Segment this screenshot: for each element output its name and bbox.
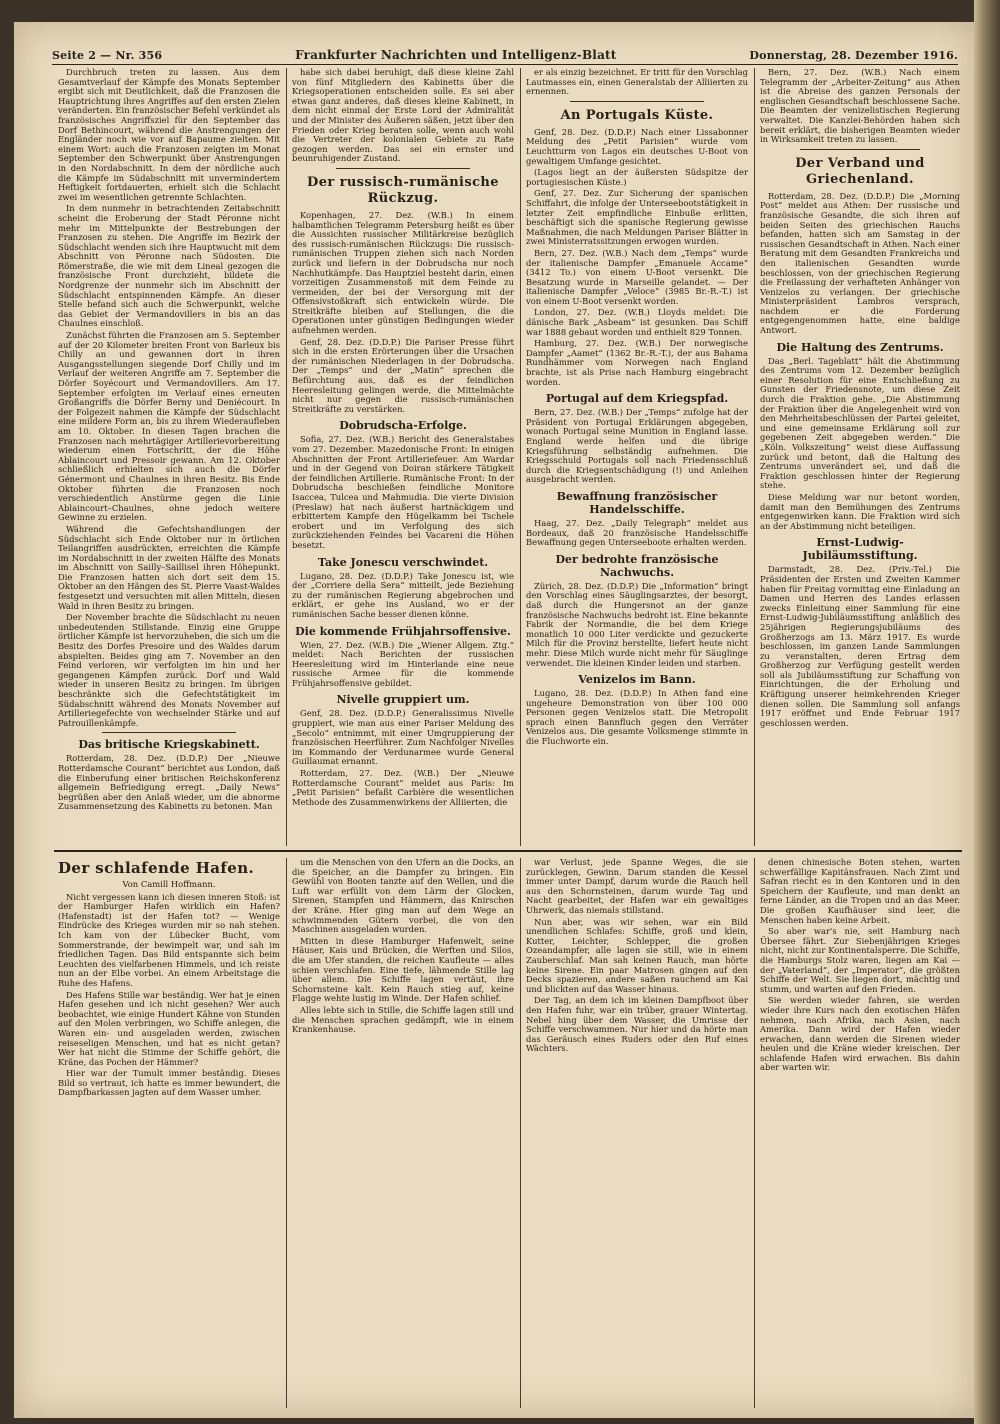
- article-paragraph: Mitten in diese Hamburger Hafenwelt, seine Häuser, Kais und Brücken, die Werften und Silos, die am Ufer standen, die reichen Kaufleute — alles schien verschlafen. Eine tiefe, lähmende Stille lag über allem. Die Schiffe lagen vertäut, ihre Schornsteine kalt. Kein Rauch stieg auf, keine Flagge wehte lustig im Winde. Der Hafen schlief.: [292, 935, 514, 1004]
- article-paragraph: Haag, 27. Dez. „Daily Telegraph“ meldet aus Bordeaux, daß 20 französische Handelsschiffe Bewaffnung gegen Unterseeboote erhalten werden.: [526, 517, 748, 548]
- article-paragraph: Genf, 28. Dez. (D.D.P.) Generalissimus Nivelle gruppiert, wie man aus einer Pariser Meldung des „Secolo“ entnimmt, mit einer Umgruppierung der französischen Heerführer. Zum Nachfolger Nivelles im Kommando der Verdunarmee wurde General Guillaumat ernannt.: [292, 708, 514, 767]
- article-paragraph: Wien, 27. Dez. (W.B.) Die „Wiener Allgem. Ztg.“ meldet: Nach Berichten der russischen Heeresleitung wird im Hinterlande eine neue russische Armee für die kommende Frühjahrsoffensive gebildet.: [292, 639, 514, 688]
- page-number: Seite 2 — Nr. 356: [52, 48, 163, 62]
- article-paragraph: Bern, 27. Dez. (W.B.) Der „Temps“ zufolge hat der Präsident von Portugal Erklärungen abgegeben, wonach Portugal seine Munition in England lasse. England werde helfen und die übrige Kriegsführung selbständig aufnehmen. Die Kriegsschuld Portugals soll nach Friedensschluß durch die Kriegsentschädigung (!) und Anleihen ausgebracht werden.: [526, 407, 748, 485]
- article-paragraph: um die Menschen von den Ufern an die Docks, an die Speicher, an die Dampfer zu bringen. Ein Gewühl von Booten tanzte auf den Wellen, und die Luft war erfüllt von dem Lärm der Glocken, Sirenen, Stampfen und Hämmern, das Knirschen der Kräne. Hier ging man auf dem Wege an schwimmenden Gütern vorbei, die von den Maschinen ausgeladen wurden.: [292, 858, 514, 935]
- divider: [102, 732, 235, 733]
- column-rule: [286, 68, 287, 846]
- article-paragraph: Zunächst führten die Franzosen am 5. September auf der 20 Kilometer breiten Front von Barleux bis Chilly an und gewannen dort in ihren Ausgangsstellungen siegende Dorf Chilly und im Verlauf der weiteren Angriffe am 7. September die Dörfer Soyécourt und Vermandovillers. Am 17. September erfolgten im Verlauf eines erneuten Großangriffs die Dörfer Berny und Deniécourt. In der Folgezeit nahmen die Kämpfe der Südschlacht eine mildere Form an, bis zu ihrem Wiederaufleben am 10. Oktober. In diesen Tagen brachen die Franzosen nach mehrtägiger Artillerievorbereitung wiederum einen Fortschritt, der die Höhe Ablaincourt und Pressoir gewann. Am 12. Oktober schließlich erhielten sich auch die Dörfer Génermont und Chaulnes in ihren Besitz. Bis Ende Oktober führten die Franzosen noch verschiedentlich Anstürme gegen die Linie Ablaincourt–Chaulnes, ohne jedoch weitere Gewinne zu erzielen.: [58, 330, 280, 523]
- article-paragraph: Lugano, 28. Dez. (D.D.P.) Take Jonescu ist, wie der „Corriere della Sera“ mitteilt, jede Beziehung zu der rumänischen Regierung abgebrochen und erklärt, er gehe ins Ausland, wo er der rumänischen Sache besser dienen könne.: [292, 570, 514, 619]
- article-paragraph: Genf, 27. Dez. Zur Sicherung der spanischen Schiffahrt, die infolge der Unterseebootstätigkeit in letzter Zeit empfindliche Einbuße erlitten, beschäftigt sich die spanische Regierung gewisse Maßnahmen, die nach Meldungen Pariser Blätter in zwei Ministerratssitzungen erwogen wurden.: [526, 188, 748, 247]
- article-paragraph: war Verlust, jede Spanne Weges, die sie zurücklegen, Gewinn. Darum standen die Kessel immer unter Dampf, darum wurde die Rauch hell aus den Schornsteinen, darum wurde Tag und Nacht gearbeitet, der Hafen war ein gewaltiges Uhrwerk, das niemals stillstand.: [526, 858, 748, 915]
- article-paragraph: Darmstadt, 28. Dez. (Priv.-Tel.) Die Präsidenten der Ersten und Zweiten Kammer haben für Freitag vormittag eine Einladung an Damen und Herren des Landes erlassen zwecks Einleitung einer Sammlung für eine Ernst-Ludwig-Jubiläumsstiftung anläßlich des 25jährigen Regierungsjubiläums des Großherzogs am 13. März 1917. Es wurde beschlossen, im ganzen Lande Sammlungen zu veranstalten, deren Ertrag dem Großherzog zur Verfügung gestellt werden soll als Jubiläumsstiftung zur Schaffung von Einrichtungen, die der Erholung und Kräftigung unserer heimkehrenden Krieger dienen sollen. Die Sammlung soll anfangs 1917 eröffnet und Ende Februar 1917 geschlossen werden.: [760, 564, 960, 728]
- headline-kriegskabinett: Das britische Kriegskabinett.: [78, 738, 260, 752]
- article-paragraph: Rotterdam, 28. Dez. (D.D.P.) Die „Morning Post“ meldet aus Athen: Der russische und französische Gesandte, die sich ihren auf beiden Seiten des griechischen Rauchs befanden, hatten sich am Samstag in der russischen Gesandtschaft in Athen. Nach einer Beratung mit dem Gesandten Frankreichs und den italienischen Gesandten wurde beschlossen, von der griechischen Regierung die Freilassung der verhafteten Anhänger von Venizelos zu verlangen. Der griechische Ministerpräsident Lambros versprach, nachdem er die Forderung entgegengenommen hatte, eine baldige Antwort.: [760, 190, 960, 336]
- binding-edge: [974, 0, 1000, 1424]
- headline-venizelos: Venizelos im Bann.: [578, 673, 696, 687]
- headline-nachwuchs: Der bedrohte französische Nachwuchs.: [555, 552, 719, 579]
- article-paragraph: Alles lebte sich in Stille, die Schiffe lagen still und die Menschen sprachen gedämpft, wie in einem Krankenhause.: [292, 1004, 514, 1035]
- article-paragraph: Sie werden wieder fahren, sie werden wieder ihre Kurs nach den exotischen Häfen nehmen, nach Afrika, nach Asien, nach Amerika. Dann wird der Hafen wieder erwachen, dann werden die Sirenen wieder heulen und die Kräne wieder kreischen. Der schlafende Hafen wird erwachen. Bis dahin aber warten wir.: [760, 995, 960, 1073]
- column-2: [292, 68, 514, 846]
- article-paragraph: London, 27. Dez. (W.B.) Lloyds meldet: Die dänische Bark „Asbeam“ ist gesunken. Das Schiff war 1888 gebaut worden und enthielt 829 Tonnen.: [526, 307, 748, 337]
- column-rule: [754, 858, 755, 1408]
- article-paragraph: Nicht vergessen kann ich diesen inneren Stoß: ist der Hamburger Hafen wirklich ein Hafen? (Hafenstadt) ist der Hafen tot? — Wenige Eindrücke des Krieges wurden mir so nah stehen. Ich kam von der Lübecker Bucht, vom Sommerstrande, der bewimpelt war, und sah im friedlichen Tagen. Das Bild entspannte sich beim Leuchten des vielfarbenen Himmels, und ich reiste nun an der Elbe vorbei. An einem Arbeitstage die Ruhe des Hafens.: [58, 891, 280, 988]
- newspaper-title: Frankfurter Nachrichten und Intelligenz-Blatt: [295, 48, 617, 62]
- article-paragraph: (Lagos liegt an der äußersten Südspitze der portugiesischen Küste.): [526, 167, 748, 187]
- feuilleton-column-1: [58, 858, 280, 1408]
- article-paragraph: Bern, 27. Dez. (W.B.) Nach dem „Temps“ wurde der italienische Dampfer „Emanuele Accame“ (3412 To.) von einem U-Boot versenkt. Die Besatzung wurde in Marseille gelandet. — Der italienische Dampfer „Veloce“ (3985 Br.-R.-T.) ist von einem U-Boot versenkt worden.: [526, 247, 748, 306]
- newspaper-page: [14, 22, 974, 1418]
- headline-verband-griechenland: Der Verband und Griechenland.: [795, 155, 925, 187]
- headline-dobrudscha: Dobrudscha-Erfolge.: [339, 419, 467, 433]
- column-rule: [520, 68, 521, 846]
- article-paragraph: Das „Berl. Tageblatt“ hält die Abstimmung des Zentrums vom 12. Dezember bezüglich einer Resolution für eine Entschließung zu Gunsten der Friedensnote, um diese Zeit durch die Fraktion gehe. „Die Abstimmung der Fraktion über die Angelegenheit wird von den Mehrheitsbeschlüssen der Partei geleitet, und eine gemeinsame Erklärung soll zur gegebenen Zeit abgegeben werden.“ Die „Köln. Volkszeitung“ weist diese Auffassung zurück und betont, daß die Haltung des Zentrums unverändert sei, und daß die Fraktion geschlossen hinter der Regierung stehe.: [760, 355, 960, 491]
- article-paragraph: Kopenhagen, 27. Dez. (W.B.) In einem halbamtlichen Telegramm Petersburg heißt es über die Aussichten russischer Militärkreise bezüglich des russisch-rumänischen Rückzugs: Die russisch-rumänischen Truppen ziehen sich nach Norden zurück und liefern in der Dobrudscha nur noch Nachhutkämpfe. Das Hauptziel besteht darin, einen vorzeitigen Zusammenstoß mit dem Feinde zu vermeiden, der bei der Versorgung mit der Offensivstoßkraft sich entwickeln würde. Die Streitkräfte bleiben auf Stellungen, die die Operationen unter günstigen Bedingungen wieder aufnehmen werden.: [292, 209, 514, 336]
- article-paragraph: Nun aber, was wir sehen, war ein Bild unendlichen Schlafes: Schiffe, groß und klein, Kutter, Leichter, Schlepper, die großen Ozeandampfer, alle lagen sie still, wie in einem Zauberschlaf. Man sah keinen Rauch, man hörte keine Sirene. Ein paar Matrosen gingen auf den Decks spazieren, andere saßen rauchend am Kai und blickten auf das Wasser hinaus.: [526, 916, 748, 994]
- feuilleton-author: Von Camill Hoffmann.: [122, 879, 216, 889]
- article-paragraph: Lugano, 28. Dez. (D.D.P.) In Athen fand eine ungeheure Demonstration von über 100 000 Personen gegen Venizelos statt. Die Metropolit sprach einen Bannfluch gegen den Verräter Venizelos aus. Die gesamte Volksmenge stimmte in die Fluchworte ein.: [526, 688, 748, 747]
- divider: [800, 149, 920, 150]
- article-paragraph: Der Tag, an dem ich im kleinen Dampfboot über den Hafen fuhr, war ein trüber, grauer Wintertag. Nebel hing über dem Wasser, die Umrisse der Schiffe verschwammen. Nur hier und da hörte man das Geräusch eines Ruders oder den Ruf eines Wächters.: [526, 995, 748, 1054]
- feuilleton-divider: [54, 850, 962, 852]
- column-rule: [754, 68, 755, 846]
- headline-take-jonescu: Take Jonescu verschwindet.: [317, 555, 489, 569]
- article-paragraph: Diese Meldung war nur betont worden, damit man den Bemühungen des Zentrums entgegenwirken kann. Die Fraktion wird sich an der Abstimmung nicht beteiligen.: [760, 491, 960, 531]
- divider: [570, 101, 703, 102]
- headline-nivelle: Nivelle gruppiert um.: [336, 693, 470, 707]
- column-4: [760, 68, 960, 846]
- headline-kriegspfad: Portugal auf dem Kriegspfad.: [545, 392, 729, 406]
- article-paragraph: Des Hafens Stille war beständig. Wer hat je einen Hafen gesehen und ich nicht gesehen? Wer auch beobachtet, wie einige Hundert Kähne von Stunden auf den Molen verbringen, wo Schiffe anlegen, die Waren ein- und ausgeladen werden, zwischen reiseseligen Menschen, und hat es nicht getan? Wer hat nicht die Stimme der Schiffe gehört, die Kräne, das Pochen der Hämmer?: [58, 989, 280, 1067]
- article-paragraph: Rotterdam, 27. Dez. (W.B.) Der „Nieuwe Rotterdamsche Courant“ meldet aus Paris: Im „Petit Parisien“ befaßt Carbière die wesentlichen Methode des Zusammenwirkens der Alliierten, die: [292, 768, 514, 807]
- headline-bewaffnung: Bewaffnung französischer Handelsschiffe.: [556, 489, 718, 516]
- article-paragraph: Durchbruch treten zu lassen. Aus dem Gesamtverlauf der Kämpfe des Monats September ergibt sich mit Deutlichkeit, daß die Franzosen die Hauptrichtung ihres Angriffes auf den ersten Zielen veränderten. Ein französischer Befehl verkündet als französisches Angriffsziel für den September das Dorf Bethincourt, während die Anstrengungen der Engländer noch wie vor auf Bapaume zielten. Mit einem Wort: auch die Franzosen zeigten im Monat September den Schwerpunkt über Anstrengungen in den Nordabschnitt. In dem der nördliche auch die Kämpfe im Südabschnitt mit unvermindertem Heftigkeit fortdauerten, erhielt sich die Schlacht zwei im wesentlichen getrennte Schlachten.: [58, 68, 280, 202]
- article-paragraph: Genf, 28. Dez. (D.D.P.) Die Pariser Presse führt sich in die ersten Erörterungen über die Ursachen der rumänischen Niederlagen in der Dobrudscha. Der „Temps“ und der „Matin“ sprechen die Befürchtung aus, daß es der feindlichen Heeresleitung gelingen werde, die Mittelmächte nicht nur gegen die russisch-rumänischen Streitkräfte zu verstärken.: [292, 336, 514, 414]
- headline-zentrum: Die Haltung des Zentrums.: [776, 340, 944, 354]
- article-paragraph: In dem nunmehr in betrachtenden Zeitabschnitt scheint die Eroberung der Stadt Péronne nicht mehr im Mittelpunkte der Bestrebungen der Franzosen zu stehen. Die Angriffe im Bezirk der Südschlacht wenden sich ihre Hauptwucht mit dem Abschnitt von Péronne nach Südosten. Die Römerstraße, die wie mit dem Lineal gezogen die französische Front durchzieht, bildete die Nordgrenze der nunmehr sich im Abschnitt der Südschlacht entspinnenden Kämpfe. An dieser Stelle befand sich auch die Schwerpunkt, welche das Gebiet der Vermandovillers in bis an das Chaulnes einschloß.: [58, 203, 280, 329]
- feuilleton-column-2: [292, 858, 514, 1408]
- feuilleton-column-4: [760, 858, 960, 1408]
- issue-date: Donnerstag, 28. Dezember 1916.: [749, 48, 958, 62]
- article-paragraph: Sofia, 27. Dez. (W.B.) Bericht des Generalstabes vom 27. Dezember. Mazedonische Front: In einigen Abschnitten der Front Artilleriefeuer. Am Wardar und in der Gegend von Doiran stärkere Tätigkeit der feindlichen Artillerie. Rumänische Front: In der Dobrudscha beschießen feindliche Monitore Isaccea, Tulcea und Mahmudia. Die vierte Division (Preslaw) hat nach äußerst hartnäckigem und erbittertem Kampfe den Hügelkamm bei Tschele erobert und im Verfolgung des sich zurückziehenden Feindes bei Vacareni die Höhen besetzt.: [292, 434, 514, 550]
- headline-portugal-kueste: An Portugals Küste.: [560, 107, 714, 123]
- article-paragraph: Hier war der Tumult immer beständig. Dieses Bild so vertraut, ich hatte es immer bewundert, die Dampfbarkassen jagten auf dem Wasser umher.: [58, 1068, 280, 1098]
- column-rule: [520, 858, 521, 1408]
- article-paragraph: er als einzig bezeichnet. Er tritt für den Vorschlag Lautmasses ein, einen Generalstab der Alliierten zu ernennen.: [526, 68, 748, 97]
- headline-fruehjahrsoffensive: Die kommende Frühjahrsoffensive.: [295, 624, 511, 638]
- column-rule: [286, 858, 287, 1408]
- article-paragraph: So aber war's nie, seit Hamburg nach Übersee fährt. Zur Siebenjährigen Krieges nicht, nicht zur Kontinentalsperre. Die Schiffe, die Hamburgs Stolz waren, liegen am Kai — der „Vaterland“, der „Imperator“, die größten Schiffe der Welt. Sie liegen dort, mächtig und stumm, und warten auf den Frieden.: [760, 926, 960, 994]
- article-paragraph: Rotterdam, 28. Dez. (D.D.P.) Der „Nieuwe Rotterdamsche Courant“ berichtet aus London, daß die Einberufung einer britischen Reichskonferenz allgemein Befriedigung erregt. „Daily News“ begrüßen aber den Anlaß wieder, um die abnorme Zusammensetzung des Kabinetts zu betonen. Man: [58, 753, 280, 812]
- headline-rueckzug: Der russisch-rumänische Rückzug.: [307, 174, 499, 206]
- article-paragraph: Während die Gefechtshandlungen der Südschlacht sich Ende Oktober nur in örtlichen Teilangriffen ausdrückten, erreichten die Kämpfe im Nordabschnitt in der zweiten Hälfte des Monats im Abschnitt von Sailly–Saillisel ihren Höhepunkt. Die Franzosen hatten sich dort seit dem 15. Oktober an den Hängen des St. Pierre Vaast-Waldes festgesetzt und versuchten mit allen Mitteln, diesen Wald in ihren Besitz zu bringen.: [58, 523, 280, 611]
- article-paragraph: habe sich dabei beruhigt, daß diese kleine Zahl von fünf Mitgliedern des Kabinetts über die Kriegsoperationen entscheiden solle. Es sei aber etwas ganz anderes, daß dieses kleine Kabinett, in dem nicht einmal der Erste Lord der Admiralität und der Minister des Äußeren säßen, jetzt über den Frieden oder Krieg beraten solle, wenn auch wohl die Vertreter der kolonialen Gebiete zu Rate gezogen werden. Das sei ein ernster und beunruhigender Zustand.: [292, 68, 514, 164]
- article-paragraph: Der November brachte die Südschlacht zu neuen unbedeutenden Stillstande. Einzig eine Gruppe örtlicher Kämpfe ist hervorzuheben, die sich um die Besitz des Dorfes Presoire und des Waldes darum abspielten. Beides ging am 7. November an den Feind verloren, wir verfolgten im hin und her gegangenen Kämpfen zurück. Dorf und Wald wieder in unseren Besitz zu bringen. Im übrigen beschränkte sich die Gefechtstätigkeit im Südabschnitt während des Monats November auf Artilleriegefechte von wechselnder Stärke und auf Patrouillenkämpfe.: [58, 612, 280, 728]
- article-paragraph: Zürich, 28. Dez. (D.D.P.) Die „Information“ bringt den Vorschlag eines Säuglingsarztes, der besorgt, daß durch die Hungersnot an der ganze französische Nachwuchs bedroht ist. Eine bekannte Fabrik der Normandie, die bei dem Kriege monatlich 10 000 Liter verdickte und gezuckerte Milch für die Provinz herstellte, liefert heute nicht mehr. Diese Milch wurde nicht mehr für Säuglinge verwendet. Die kleinen Kinder leiden und starben.: [526, 580, 748, 668]
- masthead: [52, 46, 958, 65]
- column-3: [526, 68, 748, 846]
- feuilleton-column-3: [526, 858, 748, 1408]
- column-1: [58, 68, 280, 846]
- article-paragraph: denen chinesische Boten stehen, warten schwerfällige Kapitänsfrauen. Nach Zimt und Safran riecht es in den Kontoren und in den Speichern der Kaufleute, und man denkt an ferne Länder, an die Tropen und an das Meer. Die großen Kaufhäuser sind leer, die Menschen haben keine Arbeit.: [760, 858, 960, 925]
- feuilleton-title: Der schlafende Hafen.: [58, 859, 255, 877]
- headline-jubilaeumsstiftung: Ernst-Ludwig-Jubiläumsstiftung.: [802, 536, 918, 563]
- article-paragraph: Genf, 28. Dez. (D.D.P.) Nach einer Lissabonner Meldung des „Petit Parisien“ wurde vom Leuchtturm von Lagos ein deutsches U-Boot von gewaltigem Umfange gesichtet.: [526, 126, 748, 166]
- divider: [336, 168, 469, 169]
- article-paragraph: Hamburg, 27. Dez. (W.B.) Der norwegische Dampfer „Aamet“ (1362 Br.-R.-T.), der aus Bahama Rundhämmer vom Norwegen nach England brachte, ist als Prise nach Hamburg eingebracht worden.: [526, 338, 748, 387]
- article-paragraph: Bern, 27. Dez. (W.B.) Nach einem Telegramm der „Arbeiter-Zeitung“ aus Athen ist die Abreise des ganzen Personals der englischen Gesandtschaft beschlossene Sache. Die Beamten der venizelistischen Regierung verwaltet. Die Kanzlei-Behörden haben sich bereit erklärt, die bisherigen Beamten wieder in Wirksamkeit treten zu lassen.: [760, 68, 960, 145]
